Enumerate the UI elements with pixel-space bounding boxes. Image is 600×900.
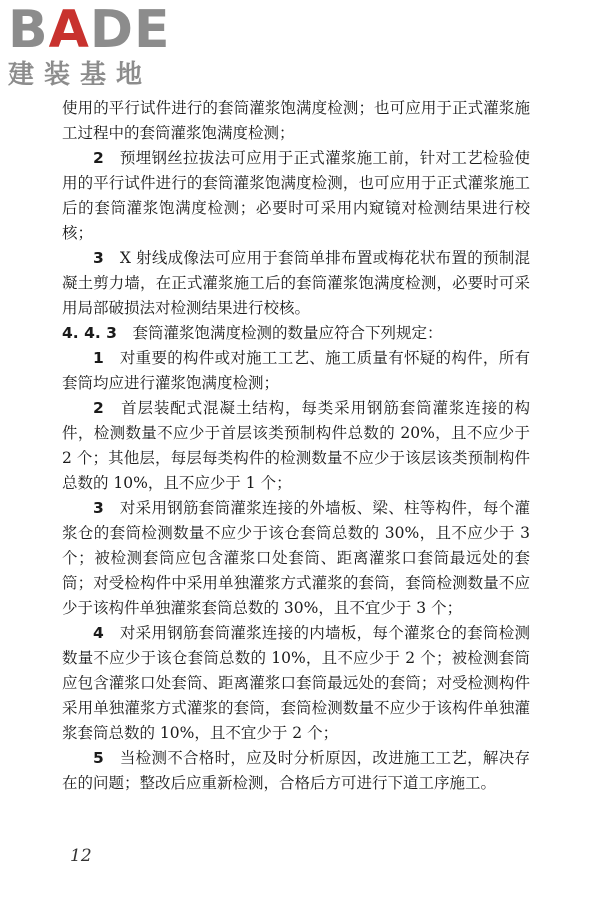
clause-heading	[62, 321, 530, 346]
paragraph-item-3	[62, 246, 530, 321]
page-number: 12	[70, 846, 92, 866]
item-number: 4	[93, 624, 104, 642]
list-item	[62, 621, 530, 746]
item-number: 3	[93, 249, 104, 267]
paragraph-continued	[62, 96, 530, 146]
item-text: 当检测不合格时，应及时分析原因，改进施工工艺，解决存在的问题；整改后应重新检测，合格后方可进行下道工序施工。	[62, 749, 530, 792]
item-number: 5	[93, 749, 104, 767]
logo-subtitle: 建装基地	[8, 60, 153, 90]
item-number: 2	[93, 399, 104, 417]
list-item	[62, 346, 530, 396]
logo-wordmark	[8, 2, 183, 58]
item-number: 1	[93, 349, 104, 367]
paragraph-text: X 射线成像法可应用于套筒单排布置或梅花状布置的预制混凝土剪力墙，在正式灌浆施工后的套筒灌浆饱满度检测，必要时可采用局部破损法对检测结果进行校核。	[62, 249, 530, 317]
clause-number: 4. 4. 3	[62, 324, 117, 342]
item-number: 2	[93, 149, 104, 167]
item-number: 3	[93, 499, 104, 517]
paragraph-item-2	[62, 146, 530, 246]
paragraph-text: 预埋钢丝拉拔法可应用于正式灌浆施工前，针对工艺检验使用的平行试件进行的套筒灌浆饱满度检测，也可应用于正式灌浆施工后的套筒灌浆饱满度检测；必要时可采用内窥镜对检测结果进行校核；	[62, 149, 530, 242]
bade-logo	[8, 2, 183, 92]
item-text: 对采用钢筋套筒灌浆连接的外墙板、梁、柱等构件，每个灌浆仓的套筒检测数量不应少于该仓套筒总数的 30%，且不应少于 3 个；被检测套筒应包含灌浆口处套筒、距离灌浆口套筒最远处的套筒；对受检构件中采用单独灌浆方式灌浆的套筒，套筒检测数量不应少于该构件单独灌浆套筒总数的 30%，且不宜少于 3 个；	[62, 499, 530, 617]
list-item	[62, 746, 530, 796]
item-text: 对重要的构件或对施工工艺、施工质量有怀疑的构件，所有套筒均应进行灌浆饱满度检测；	[62, 349, 530, 392]
paragraph-text: 使用的平行试件进行的套筒灌浆饱满度检测；也可应用于正式灌浆施工过程中的套筒灌浆饱满度检测；	[62, 99, 530, 142]
list-item	[62, 396, 530, 496]
logo-letter-b: B	[8, 0, 49, 60]
item-text: 首层装配式混凝土结构，每类采用钢筋套筒灌浆连接的构件，检测数量不应少于首层该类预制构件总数的 20%，且不应少于 2 个；其他层，每层每类构件的检测数量不应少于该层该类预制构件总数的 10%，且不应少于 1 个；	[62, 399, 530, 492]
list-item	[62, 496, 530, 621]
document-body	[62, 96, 530, 796]
logo-letters-de: DE	[89, 0, 171, 60]
item-text: 对采用钢筋套筒灌浆连接的内墙板，每个灌浆仓的套筒检测数量不应少于该仓套筒总数的 10%，且不应少于 2 个；被检测套筒应包含灌浆口处套筒、距离灌浆口套筒最远处的套筒；对受检测构件采用单独灌浆方式灌浆的套筒，套筒检测数量不应少于该构件单独灌浆套筒总数的 10%，且不宜少于 2 个；	[62, 624, 530, 742]
logo-letter-a-accent: A	[48, 0, 90, 60]
clause-title: 套筒灌浆饱满度检测的数量应符合下列规定：	[132, 324, 443, 342]
